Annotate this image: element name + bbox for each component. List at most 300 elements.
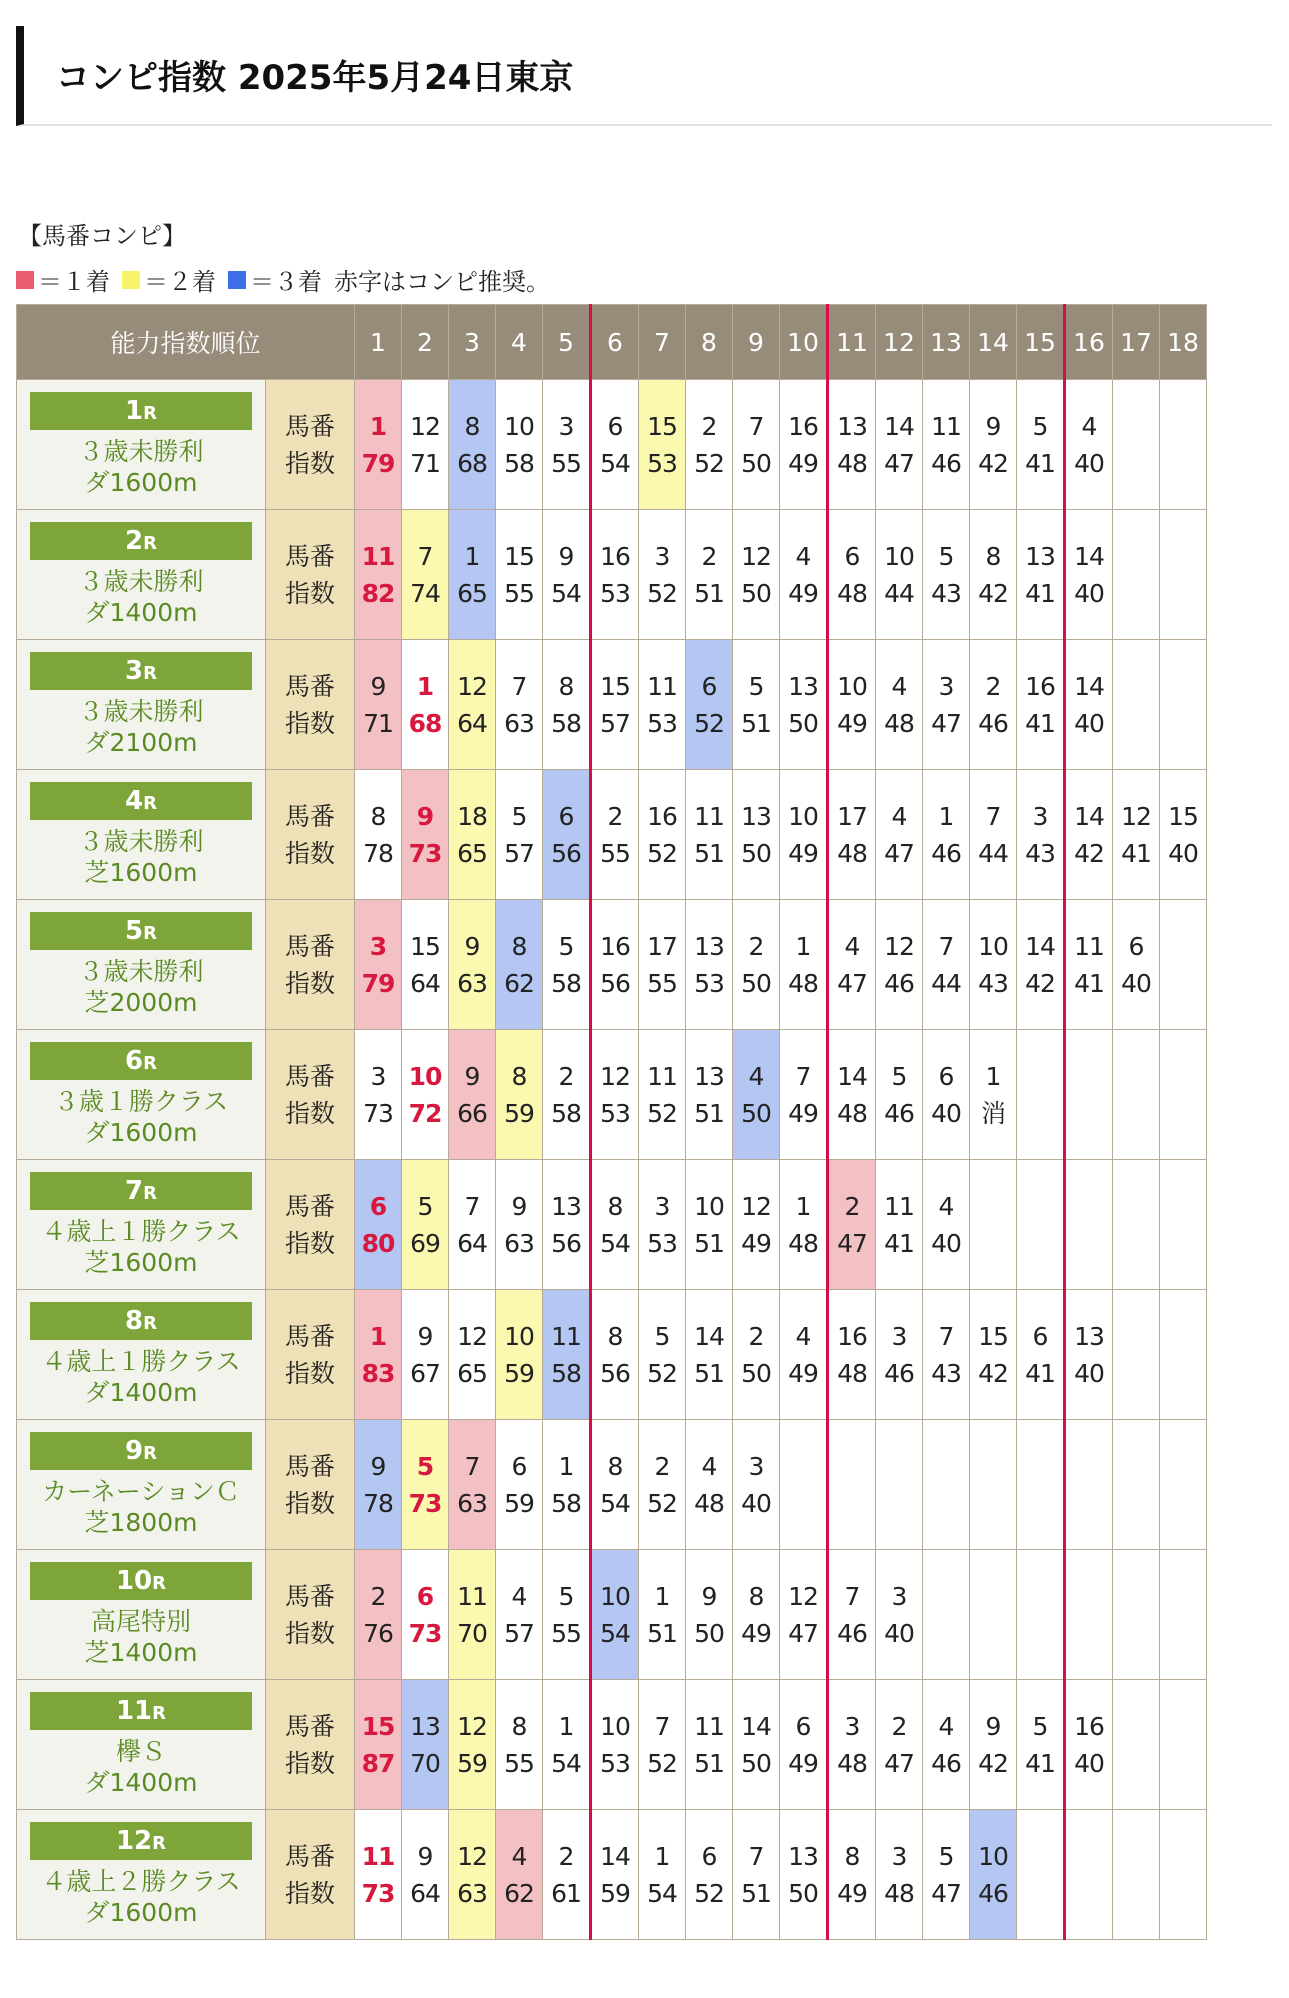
row-labels bbox=[266, 380, 355, 510]
race-suffix: R bbox=[143, 532, 157, 554]
horse-number: 9 bbox=[417, 1321, 433, 1351]
compi-cell bbox=[876, 1680, 923, 1810]
horse-number: 6 bbox=[701, 1841, 717, 1871]
compi-cell bbox=[1017, 380, 1065, 510]
index-value: 48 bbox=[788, 1228, 818, 1258]
compi-cell bbox=[449, 1420, 496, 1550]
index-value: 40 bbox=[931, 1228, 961, 1258]
compi-cell bbox=[923, 1030, 970, 1160]
horse-number: 14 bbox=[1074, 671, 1104, 701]
compi-cell bbox=[402, 380, 449, 510]
horse-number: 4 bbox=[844, 931, 860, 961]
index-value: 80 bbox=[361, 1228, 395, 1258]
index-value: 72 bbox=[408, 1098, 442, 1128]
rank-header: 能力指数順位 bbox=[17, 305, 355, 380]
race-number-badge[interactable] bbox=[30, 522, 252, 560]
index-value: 87 bbox=[361, 1748, 395, 1778]
rank-col-header: 5 bbox=[543, 305, 591, 380]
race-row bbox=[17, 1160, 1207, 1290]
horse-number: 6 bbox=[844, 541, 860, 571]
horse-number: 8 bbox=[370, 801, 386, 831]
compi-cell bbox=[1160, 380, 1207, 510]
index-value: 48 bbox=[837, 1098, 867, 1128]
index-value: 59 bbox=[457, 1748, 487, 1778]
index-value: 53 bbox=[647, 448, 677, 478]
index-value: 56 bbox=[600, 968, 630, 998]
horse-number: 12 bbox=[600, 1061, 630, 1091]
horse-number: 13 bbox=[551, 1191, 581, 1221]
index-value: 43 bbox=[1025, 838, 1055, 868]
race-suffix: R bbox=[152, 1702, 167, 1724]
compi-cell bbox=[970, 1160, 1017, 1290]
compi-cell bbox=[449, 510, 496, 640]
index-value: 49 bbox=[788, 1748, 818, 1778]
index-value: 54 bbox=[600, 1488, 630, 1518]
race-suffix: R bbox=[152, 1572, 167, 1594]
horse-number: 8 bbox=[511, 1061, 527, 1091]
race-number-badge[interactable] bbox=[30, 1692, 252, 1730]
race-number-badge[interactable] bbox=[30, 1302, 252, 1340]
horse-number: 8 bbox=[748, 1581, 764, 1611]
index-value: 66 bbox=[457, 1098, 487, 1128]
race-distance: ダ1600m bbox=[84, 1117, 198, 1147]
index-value: 52 bbox=[694, 708, 724, 738]
index-value: 55 bbox=[504, 1748, 534, 1778]
compi-cell bbox=[923, 380, 970, 510]
horse-number: 2 bbox=[701, 411, 717, 441]
index-value: 50 bbox=[741, 838, 771, 868]
horse-number: 1 bbox=[654, 1841, 670, 1871]
index-label: 指数 bbox=[284, 838, 335, 868]
rank-col-header: 2 bbox=[402, 305, 449, 380]
horse-number-label: 馬番 bbox=[284, 1191, 335, 1221]
compi-cell bbox=[1160, 1550, 1207, 1680]
index-value: 54 bbox=[600, 1228, 630, 1258]
compi-cell bbox=[733, 770, 780, 900]
horse-number: 1 bbox=[795, 1191, 811, 1221]
index-value: 82 bbox=[361, 578, 395, 608]
race-suffix: R bbox=[143, 922, 157, 944]
race-distance: 芝1600m bbox=[84, 1247, 198, 1277]
horse-number: 7 bbox=[938, 1321, 954, 1351]
race-row bbox=[17, 1030, 1207, 1160]
horse-number: 12 bbox=[884, 931, 914, 961]
race-number-badge[interactable] bbox=[30, 912, 252, 950]
compi-cell bbox=[591, 1290, 639, 1420]
horse-number: 13 bbox=[694, 931, 724, 961]
race-suffix: R bbox=[143, 1052, 157, 1074]
index-value: 56 bbox=[551, 838, 581, 868]
horse-number: 6 bbox=[1032, 1321, 1048, 1351]
index-value: 73 bbox=[361, 1878, 395, 1908]
compi-cell bbox=[1017, 510, 1065, 640]
race-row bbox=[17, 640, 1207, 770]
rank-col-header: 11 bbox=[828, 305, 876, 380]
race-distance: ダ1400m bbox=[84, 597, 198, 627]
index-value: 65 bbox=[457, 578, 487, 608]
compi-cell bbox=[686, 510, 733, 640]
index-value: 69 bbox=[410, 1228, 440, 1258]
horse-number: 14 bbox=[600, 1841, 630, 1871]
index-label: 指数 bbox=[284, 1358, 335, 1388]
index-value: 63 bbox=[457, 1878, 487, 1908]
legend bbox=[16, 262, 550, 297]
race-number-badge[interactable] bbox=[30, 1172, 252, 1210]
horse-number: 4 bbox=[891, 671, 907, 701]
compi-cell bbox=[1113, 1810, 1160, 1940]
index-value: 67 bbox=[410, 1358, 440, 1388]
race-distance: 芝1800m bbox=[84, 1507, 198, 1537]
page-header bbox=[16, 26, 1272, 126]
horse-number: 16 bbox=[1025, 671, 1055, 701]
horse-number: 10 bbox=[694, 1191, 724, 1221]
horse-number: 3 bbox=[748, 1451, 764, 1481]
compi-cell bbox=[923, 510, 970, 640]
compi-cell bbox=[828, 510, 876, 640]
compi-cell bbox=[496, 1810, 543, 1940]
row-labels bbox=[266, 1420, 355, 1550]
horse-number: 13 bbox=[1025, 541, 1055, 571]
horse-number: 17 bbox=[647, 931, 677, 961]
index-value: 46 bbox=[931, 448, 961, 478]
horse-number: 8 bbox=[607, 1191, 623, 1221]
index-value: 58 bbox=[551, 1098, 581, 1128]
index-value: 47 bbox=[884, 838, 914, 868]
race-suffix: R bbox=[143, 402, 157, 424]
compi-cell bbox=[780, 380, 828, 510]
index-label: 指数 bbox=[284, 1488, 335, 1518]
horse-number: 5 bbox=[1032, 411, 1048, 441]
compi-cell bbox=[1065, 1550, 1113, 1680]
compi-cell bbox=[543, 1550, 591, 1680]
horse-number: 5 bbox=[891, 1061, 907, 1091]
horse-number-label: 馬番 bbox=[284, 671, 335, 701]
compi-cell bbox=[402, 770, 449, 900]
index-value: 48 bbox=[837, 448, 867, 478]
race-row bbox=[17, 510, 1207, 640]
race-number: 9 bbox=[125, 1435, 144, 1466]
index-value: 46 bbox=[884, 1358, 914, 1388]
index-value: 51 bbox=[694, 1098, 724, 1128]
compi-cell bbox=[402, 1680, 449, 1810]
compi-cell bbox=[1017, 1810, 1065, 1940]
horse-number: 11 bbox=[694, 1711, 724, 1741]
compi-cell bbox=[639, 1030, 686, 1160]
horse-number: 4 bbox=[795, 1321, 811, 1351]
horse-number: 16 bbox=[647, 801, 677, 831]
compi-cell bbox=[355, 380, 402, 510]
index-value: 52 bbox=[694, 1878, 724, 1908]
horse-number: 12 bbox=[457, 671, 487, 701]
horse-number: 10 bbox=[884, 541, 914, 571]
race-number-badge[interactable] bbox=[30, 1042, 252, 1080]
compi-cell bbox=[780, 640, 828, 770]
compi-cell bbox=[355, 1550, 402, 1680]
compi-cell bbox=[449, 1160, 496, 1290]
race-number-badge[interactable] bbox=[30, 652, 252, 690]
horse-number: 8 bbox=[511, 1711, 527, 1741]
compi-cell bbox=[733, 380, 780, 510]
compi-cell bbox=[449, 640, 496, 770]
horse-number: 10 bbox=[600, 1581, 630, 1611]
race-number-badge[interactable] bbox=[30, 1822, 252, 1860]
compi-cell bbox=[780, 1290, 828, 1420]
race-number-badge[interactable] bbox=[30, 392, 252, 430]
compi-cell bbox=[686, 1550, 733, 1680]
horse-number: 12 bbox=[410, 411, 440, 441]
race-number: 7 bbox=[125, 1175, 144, 1206]
index-value: 49 bbox=[788, 1098, 818, 1128]
row-labels bbox=[266, 1290, 355, 1420]
compi-cell bbox=[1017, 770, 1065, 900]
index-value: 74 bbox=[410, 578, 440, 608]
compi-cell bbox=[1017, 900, 1065, 1030]
race-number-badge[interactable] bbox=[30, 1562, 252, 1600]
index-value: 41 bbox=[1025, 1358, 1055, 1388]
horse-number: 2 bbox=[985, 671, 1001, 701]
horse-number: 14 bbox=[741, 1711, 771, 1741]
row-labels bbox=[266, 510, 355, 640]
index-value: 42 bbox=[978, 1358, 1008, 1388]
index-value: 59 bbox=[504, 1488, 534, 1518]
compi-table bbox=[16, 304, 1207, 1940]
horse-number-label: 馬番 bbox=[284, 1841, 335, 1871]
horse-number: 10 bbox=[600, 1711, 630, 1741]
horse-number: 2 bbox=[701, 541, 717, 571]
compi-cell bbox=[402, 1810, 449, 1940]
compi-cell bbox=[1065, 1030, 1113, 1160]
index-value: 46 bbox=[931, 1748, 961, 1778]
compi-cell bbox=[970, 1680, 1017, 1810]
horse-number: 14 bbox=[1025, 931, 1055, 961]
race-suffix: R bbox=[152, 1832, 167, 1854]
index-value: 47 bbox=[837, 1228, 867, 1258]
race-row bbox=[17, 1680, 1207, 1810]
horse-number: 3 bbox=[1032, 801, 1048, 831]
compi-cell bbox=[780, 1420, 828, 1550]
horse-number: 9 bbox=[985, 1711, 1001, 1741]
compi-cell bbox=[355, 1160, 402, 1290]
race-info bbox=[17, 770, 266, 900]
horse-number: 10 bbox=[504, 411, 534, 441]
horse-number: 15 bbox=[978, 1321, 1008, 1351]
index-value: 54 bbox=[600, 448, 630, 478]
horse-number: 5 bbox=[654, 1321, 670, 1351]
compi-cell bbox=[639, 1810, 686, 1940]
index-value: 55 bbox=[647, 968, 677, 998]
compi-cell bbox=[970, 1420, 1017, 1550]
index-value: 55 bbox=[551, 448, 581, 478]
compi-cell bbox=[543, 770, 591, 900]
horse-number: 12 bbox=[457, 1711, 487, 1741]
index-value: 43 bbox=[931, 1358, 961, 1388]
compi-cell bbox=[543, 640, 591, 770]
index-value: 51 bbox=[694, 578, 724, 608]
horse-number: 1 bbox=[654, 1581, 670, 1611]
horse-number: 14 bbox=[884, 411, 914, 441]
compi-cell bbox=[876, 640, 923, 770]
horse-number: 9 bbox=[558, 541, 574, 571]
horse-number: 6 bbox=[369, 1191, 387, 1221]
row-labels bbox=[266, 1030, 355, 1160]
rank-col-header: 12 bbox=[876, 305, 923, 380]
compi-cell bbox=[876, 380, 923, 510]
index-value: 51 bbox=[694, 1748, 724, 1778]
race-info bbox=[17, 900, 266, 1030]
compi-cell bbox=[1160, 640, 1207, 770]
rank-col-header: 18 bbox=[1160, 305, 1207, 380]
race-name: 高尾特別 bbox=[90, 1606, 191, 1636]
race-info bbox=[17, 1810, 266, 1940]
horse-number: 1 bbox=[985, 1061, 1001, 1091]
index-value: 41 bbox=[1074, 968, 1104, 998]
compi-cell bbox=[733, 1550, 780, 1680]
third-place-swatch bbox=[228, 271, 246, 289]
index-value: 51 bbox=[694, 838, 724, 868]
compi-cell bbox=[496, 380, 543, 510]
index-value: 83 bbox=[361, 1358, 395, 1388]
horse-number: 13 bbox=[788, 671, 818, 701]
index-value: 56 bbox=[551, 1228, 581, 1258]
compi-cell bbox=[828, 900, 876, 1030]
index-value: 46 bbox=[931, 838, 961, 868]
horse-number-label: 馬番 bbox=[284, 411, 335, 441]
compi-cell bbox=[639, 380, 686, 510]
horse-number: 8 bbox=[985, 541, 1001, 571]
compi-cell bbox=[733, 1160, 780, 1290]
horse-number: 7 bbox=[938, 931, 954, 961]
horse-number: 7 bbox=[748, 411, 764, 441]
compi-cell bbox=[1160, 900, 1207, 1030]
race-row bbox=[17, 1420, 1207, 1550]
compi-cell bbox=[1160, 1160, 1207, 1290]
index-value: 51 bbox=[694, 1228, 724, 1258]
index-label: 指数 bbox=[284, 1228, 335, 1258]
compi-cell bbox=[970, 900, 1017, 1030]
compi-cell bbox=[923, 1550, 970, 1680]
compi-cell bbox=[923, 900, 970, 1030]
row-labels bbox=[266, 1680, 355, 1810]
second-place-swatch bbox=[122, 271, 140, 289]
index-value: 71 bbox=[410, 448, 440, 478]
horse-number: 8 bbox=[844, 1841, 860, 1871]
compi-cell bbox=[449, 770, 496, 900]
compi-cell bbox=[876, 1420, 923, 1550]
compi-cell bbox=[639, 1290, 686, 1420]
compi-cell bbox=[876, 900, 923, 1030]
race-suffix: R bbox=[143, 792, 157, 814]
horse-number-label: 馬番 bbox=[284, 1711, 335, 1741]
index-value: 51 bbox=[741, 1878, 771, 1908]
compi-cell bbox=[496, 640, 543, 770]
index-value: 64 bbox=[410, 1878, 440, 1908]
compi-cell bbox=[923, 1680, 970, 1810]
index-value: 57 bbox=[504, 838, 534, 868]
compi-cell bbox=[876, 510, 923, 640]
compi-cell bbox=[449, 1810, 496, 1940]
horse-number: 6 bbox=[701, 671, 717, 701]
compi-cell bbox=[355, 640, 402, 770]
horse-number: 16 bbox=[600, 931, 630, 961]
horse-number: 3 bbox=[558, 411, 574, 441]
compi-cell bbox=[780, 1550, 828, 1680]
compi-cell bbox=[402, 510, 449, 640]
horse-number: 5 bbox=[417, 1191, 433, 1221]
first-place-swatch bbox=[16, 271, 34, 289]
index-value: 78 bbox=[363, 1488, 393, 1518]
index-value: 53 bbox=[694, 968, 724, 998]
horse-number: 4 bbox=[938, 1191, 954, 1221]
race-info bbox=[17, 1680, 266, 1810]
compi-cell bbox=[1113, 1290, 1160, 1420]
race-name: カーネーションＣ bbox=[42, 1476, 240, 1506]
race-name: ４歳上１勝クラス bbox=[41, 1216, 241, 1246]
race-distance: ダ1400m bbox=[84, 1767, 198, 1797]
horse-number: 11 bbox=[647, 1061, 677, 1091]
index-value: 63 bbox=[504, 708, 534, 738]
index-value: 79 bbox=[361, 448, 395, 478]
compi-cell bbox=[876, 1290, 923, 1420]
horse-number: 5 bbox=[938, 1841, 954, 1871]
horse-number: 3 bbox=[369, 931, 387, 961]
index-value: 42 bbox=[1074, 838, 1104, 868]
row-labels bbox=[266, 900, 355, 1030]
horse-number: 11 bbox=[647, 671, 677, 701]
horse-number: 12 bbox=[457, 1841, 487, 1871]
index-value: 73 bbox=[363, 1098, 393, 1128]
index-value: 41 bbox=[1025, 448, 1055, 478]
index-value: 51 bbox=[741, 708, 771, 738]
horse-number: 15 bbox=[410, 931, 440, 961]
index-value: 50 bbox=[694, 1618, 724, 1648]
race-number-badge[interactable] bbox=[30, 782, 252, 820]
rank-col-header: 14 bbox=[970, 305, 1017, 380]
compi-cell bbox=[1065, 1420, 1113, 1550]
index-label: 指数 bbox=[284, 1618, 335, 1648]
index-value: 40 bbox=[1074, 578, 1104, 608]
compi-cell bbox=[449, 900, 496, 1030]
rank-col-header: 7 bbox=[639, 305, 686, 380]
table-header-row bbox=[17, 305, 1207, 380]
index-value: 54 bbox=[647, 1878, 677, 1908]
compi-cell bbox=[1113, 900, 1160, 1030]
race-number-badge[interactable] bbox=[30, 1432, 252, 1470]
race-number: 1 bbox=[125, 395, 144, 426]
compi-cell bbox=[449, 1680, 496, 1810]
index-value: 62 bbox=[504, 1878, 534, 1908]
compi-cell bbox=[639, 1550, 686, 1680]
compi-cell bbox=[496, 1550, 543, 1680]
index-value: 64 bbox=[457, 708, 487, 738]
compi-cell bbox=[591, 640, 639, 770]
compi-cell bbox=[828, 1420, 876, 1550]
compi-cell bbox=[1160, 1810, 1207, 1940]
compi-cell bbox=[1160, 1680, 1207, 1810]
index-value: 50 bbox=[788, 708, 818, 738]
compi-cell bbox=[1113, 1550, 1160, 1680]
index-label: 指数 bbox=[284, 1878, 335, 1908]
horse-number: 6 bbox=[1128, 931, 1144, 961]
race-distance: 芝1600m bbox=[84, 857, 198, 887]
index-value: 52 bbox=[647, 578, 677, 608]
horse-number: 1 bbox=[464, 541, 480, 571]
horse-number: 9 bbox=[985, 411, 1001, 441]
index-value: 55 bbox=[504, 578, 534, 608]
index-value: 53 bbox=[600, 1098, 630, 1128]
index-value: 49 bbox=[741, 1228, 771, 1258]
index-value: 41 bbox=[884, 1228, 914, 1258]
horse-number: 4 bbox=[511, 1581, 527, 1611]
